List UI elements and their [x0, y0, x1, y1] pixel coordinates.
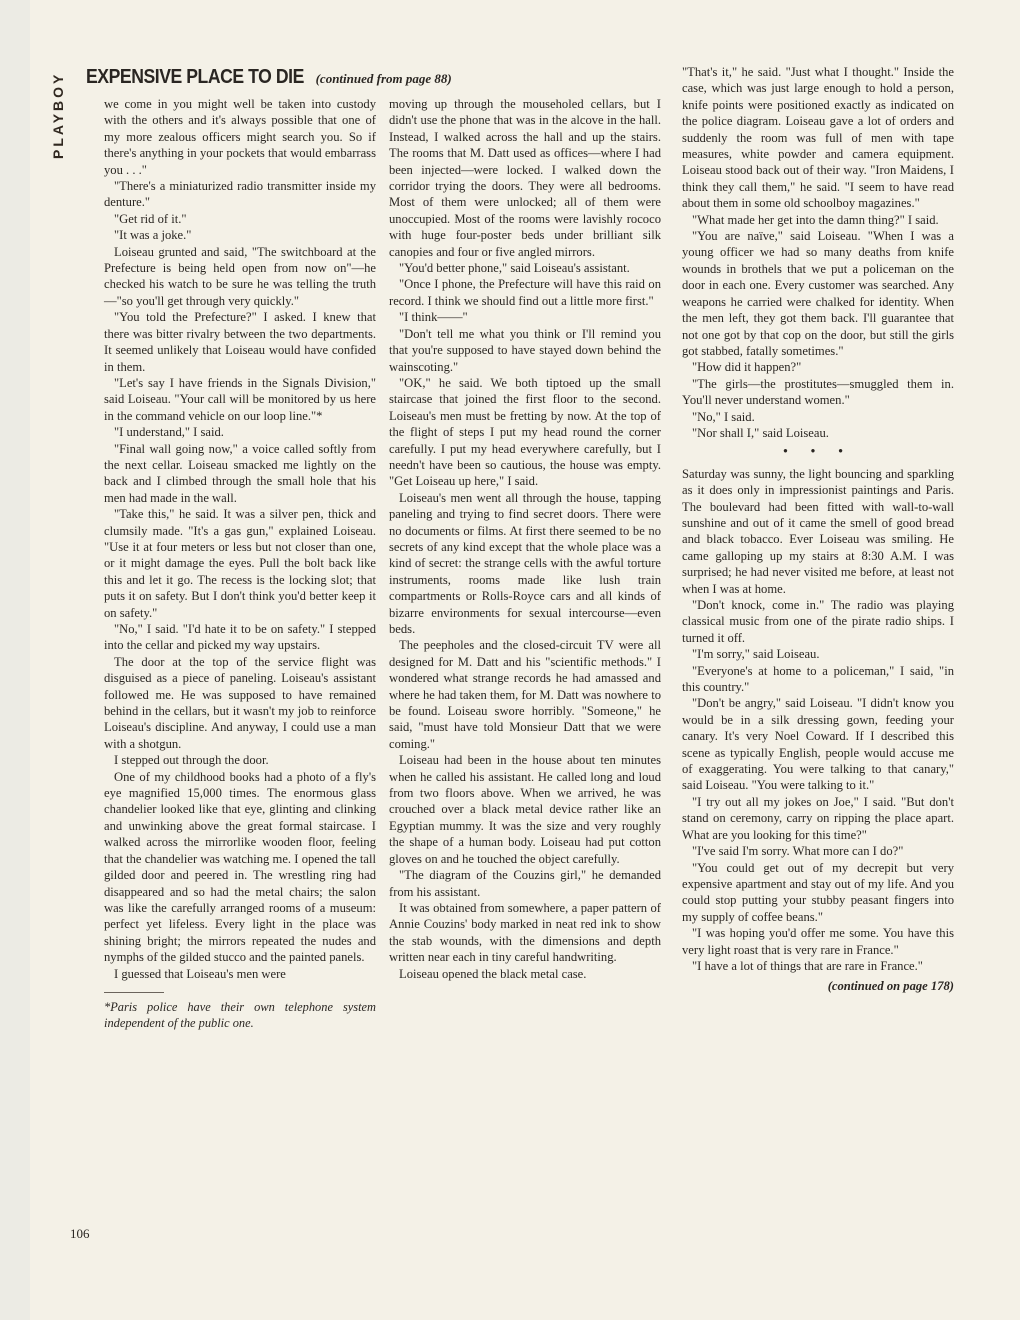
continued-note: (continued on page 178) — [827, 979, 954, 994]
paragraph: "I've said I'm sorry. What more can I do?" — [692, 844, 904, 859]
text-column-3 — [682, 64, 954, 995]
paragraph: "Get rid of it." — [114, 211, 187, 226]
paragraph: Loiseau grunted and said, "The switchboard at the Prefecture is being held open from now on"—he checked his watch to be sure he was telling the truth—"so you'll get through very quickly." — [104, 244, 376, 308]
paragraph: "OK," he said. We both tiptoed up the small staircase that joined the first floor to the second. Loiseau's men must be fretting by now. At the top of the flight of steps I put my head round the corner carefully. I put my head everywhere carefully, but I needn't have been so cautious, the house was empty. "Get Loiseau up here," I said. — [389, 375, 661, 489]
paragraph: "You'd better phone," said Loiseau's assistant. — [399, 261, 630, 276]
paragraph: "You could get out of my decrepit but very expensive apartment and stay out of my life. And you could stop putting your stubby peasant fingers into my supply of coffee beans." — [682, 860, 954, 924]
paragraph: "I'm sorry," said Loiseau. — [692, 647, 820, 662]
paragraph: "I was hoping you'd offer me some. You have this very light roast that is very rare in France." — [682, 926, 954, 957]
paragraph: Saturday was sunny, the light bouncing and sparkling as it does only in impressionist paintings and Paris. The boulevard had been fitted with wall-to-wall sunshine and out of it came the smell of good bread and black tobacco. Ever Loiseau was smiling. He came galloping up my stairs at 8:30 A.M. I was surprised; he had never visited me before, at least not when I was at home. — [682, 466, 954, 596]
paragraph: "Final wall going now," a voice called softly from the next cellar. Loiseau smacked me lightly on the back and I climbed through the small hole that his men had made in the wall. — [104, 441, 376, 505]
headline-continuation: (continued from page 88) — [315, 71, 452, 86]
paragraph: "You are naïve," said Loiseau. "When I was a young officer we had so many deaths from knife wounds in brothels that we put a policeman on the door in each one. Every customer was searched. Any weapons he carried were chalked for identity. When the men left, they got them back. I'll guarantee that not one got by that cop on the door, but still the girls got stabbed, fatally sometimes." — [682, 229, 954, 358]
headline-title: EXPENSIVE PLACE TO DIE — [86, 66, 304, 88]
paragraph: "There's a miniaturized radio transmitter inside my denture." — [104, 179, 376, 210]
magazine-side-label: PLAYBOY — [50, 72, 66, 160]
paragraph: "What made her get into the damn thing?" I said. — [692, 212, 939, 227]
section-break: • • • — [783, 444, 853, 459]
paragraph: I stepped out through the door. — [114, 753, 269, 768]
paragraph: "That's it," he said. "Just what I thought." Inside the case, which was just large enough to hold a person, knife points were positioned exactly as indicated on the police diagram. Loiseau gave a lot of orders and suddenly the room was full of men with tape measures, white powder and camera equipment. Loiseau stood back out of their way. "Iron Maidens, I think they call them," he said. "I seem to have read about them in some old schoolboy magazines." — [682, 65, 954, 211]
footnote-divider — [104, 992, 164, 993]
paragraph: "Once I phone, the Prefecture will have this raid on record. I think we should find out a little more first." — [389, 277, 661, 308]
paragraph: "No," I said. "I'd hate it to be on safety." I stepped into the cellar and picked my way upstairs. — [104, 622, 376, 653]
paragraph: The door at the top of the service flight was disguised as a piece of paneling. Loiseau's assistant followed me. He was supposed to have remained behind in the cellars, but it wasn't my job to reinforce Loiseau's discipline. And anyway, I could use a man with a shotgun. — [104, 654, 376, 751]
paragraph: "You told the Prefecture?" I asked. I knew that there was bitter rivalry between the two departments. It seemed unlikely that Loiseau would have confided in them. — [104, 310, 376, 374]
text-column-2 — [389, 96, 661, 982]
paragraph: "I try out all my jokes on Joe," I said. "But don't stand on ceremony, carry on ripping the place apart. What are you looking for this time?" — [682, 794, 954, 842]
paragraph: "Everyone's at home to a policeman," I said, "in this country." — [682, 663, 954, 695]
text-column-1 — [104, 96, 376, 1031]
paragraph: "The diagram of the Couzins girl," he demanded from his assistant. — [389, 868, 661, 899]
footnote: *Paris police have their own telephone system independent of the public one. — [104, 999, 376, 1030]
article-headline — [86, 66, 666, 94]
paragraph: The peepholes and the closed-circuit TV were all designed for M. Datt and his "scientific methods." I wondered what strange records he had amassed and where he had taken them, for M. Datt was nowhere to be found. Loiseau swore horribly. "Someone," he said, "must have told Monsieur Datt that we were coming." — [389, 638, 661, 751]
paragraph: Loiseau had been in the house about ten minutes when he called his assistant. He called long and loud from two floors above. When we arrived, he was crouched over a black metal device rather like an Egyptian mummy. It was the size and very roughly the shape of a human body. Loiseau had put cotton gloves on and he touched the object carefully. — [389, 753, 661, 866]
paragraph: "It was a joke." — [114, 228, 192, 243]
paragraph: "Nor shall I," said Loiseau. — [692, 425, 829, 440]
paragraph: "I understand," I said. — [114, 425, 224, 440]
paragraph: "I think——" — [399, 310, 468, 325]
paragraph: I guessed that Loiseau's men were — [114, 966, 286, 981]
paragraph: "Let's say I have friends in the Signals Division," said Loiseau. "Your call will be monitored by us here in the command vehicle on our loop line."* — [104, 375, 376, 423]
paragraph: "I have a lot of things that are rare in France." — [692, 958, 923, 973]
paragraph: "Don't tell me what you think or I'll remind you that you're supposed to have stayed down behind the wainscoting." — [389, 326, 661, 374]
paragraph: One of my childhood books had a photo of a fly's eye magnified 15,000 times. The enormous glass chandelier looked like that eye, glinting and clinking and unwinking above the great formal staircase. I walked across the mirrorlike wooden floor, feeling that the chandelier was watching me. I opened the tall gilded door and peered in. The wrestling ring had disappeared and so had the metal chairs; the salon was like the carefully arranged rooms of a museum: perfect yet lifeless. Every light in the place was shining bright; the mirrors repeated the nudes and nymphs of the gilded stucco and the painted panels. — [104, 769, 376, 965]
paragraph: we come in you might well be taken into custody with the others and it's always possible that one of my more zealous officers might search you. So if there's anything in your pockets that would embarrass you . . ." — [104, 97, 376, 177]
paragraph: "Take this," he said. It was a silver pen, thick and clumsily made. "It's a gas gun," explained Loiseau. "Use it at four meters or less but not closer than one, or it might damage the eyes. Pull the bolt back like this and let it go. The recess is the locking slot; that puts it on safety. But I don't think you'd better keep it on safety." — [104, 507, 376, 620]
paragraph: moving up through the mouseholed cellars, but I didn't use the phone that was in the alcove in the hall. Instead, I walked across the hall and up the stairs. The rooms that M. Datt used as offices—where I had been injected—were locked. I walked down the corridor trying the doors. They were all bedrooms. Most of them were unlocked; all of them were unoccupied. Most of the rooms were lavishly rococo with huge four-poster beds under brilliant silk canopies and four or five angled mirrors. — [389, 97, 661, 259]
paragraph: Loiseau opened the black metal case. — [399, 966, 587, 981]
paragraph: "Don't knock, come in." The radio was playing classical music from one of the pirate radio ships. I turned it off. — [682, 598, 954, 645]
paragraph: "How did it happen?" — [692, 360, 802, 375]
paragraph: Loiseau's men went all through the house, tapping paneling and trying to find secret doors. There were no documents or films. At first there seemed to be no secrets of any kind except that the whole place was a kind of secret: the strange cells with the awful torture instruments, rooms made like lush train compartments or Rolls-Royce cars and all kinds of bizarre environments for sexual intercourse—even beds. — [389, 490, 661, 636]
paragraph: "Don't be angry," said Loiseau. "I didn't know you would be in a silk dressing gown, feeding your canary. It's very Noel Coward. If I described this scene as typically English, people would accuse me of exaggerating. You were talking to that canary," said Loiseau. "You were talking to it." — [682, 696, 954, 793]
paragraph: "The girls—the prostitutes—smuggled them in. You'll never understand women." — [682, 376, 954, 408]
paragraph: "No," I said. — [692, 409, 755, 424]
paragraph: It was obtained from somewhere, a paper pattern of Annie Couzins' body marked in neat red ink to show the stab wounds, with the dimensions and depth written near each in tiny careful handwriting. — [389, 900, 661, 965]
page-number: 106 — [70, 1226, 90, 1241]
